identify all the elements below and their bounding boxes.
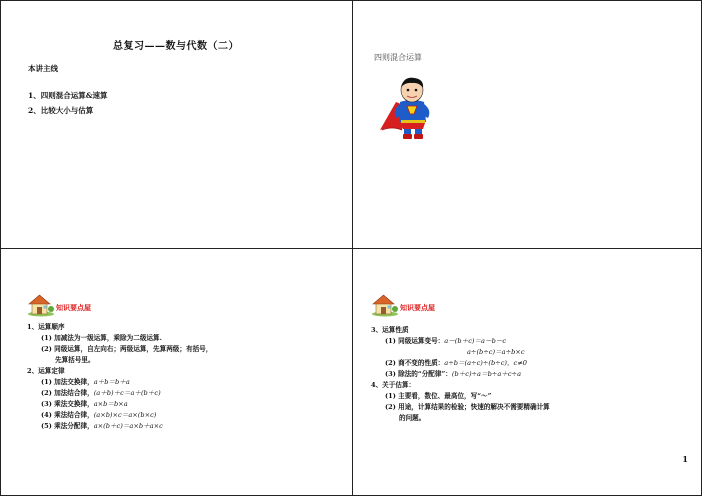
content-line [371, 391, 550, 402]
line-text: (4) 乘法结合律， [41, 411, 94, 419]
content-line [371, 413, 550, 424]
line-text: 1、运算顺序 [27, 323, 65, 331]
line-text: 4、关于估算： [371, 381, 416, 389]
formula: a×(b＋c)＝a×b＋a×c [93, 422, 163, 430]
content-line [371, 336, 550, 347]
topic-item: 1、四则混合运算&速算 [28, 91, 108, 100]
formula: (a＋b)＋c＝a＋(b＋c) [93, 389, 161, 397]
line-text: 3、运算性质 [371, 326, 409, 334]
line-text: (2) 加法结合律， [41, 389, 94, 397]
knowledge-badge [371, 293, 491, 317]
content-list [27, 322, 212, 432]
content-line [27, 344, 212, 355]
line-text: (1) 同级运算变号： [385, 337, 445, 345]
line-text: (2) 同级运算，自左向右；两级运算，先算两级；有括号， [41, 345, 213, 353]
formula: a÷(b÷c)＝a÷b×c [467, 348, 525, 356]
content-line [27, 366, 212, 377]
topic-list [28, 88, 108, 118]
line-text: (1) 加减法为一级运算，乘除为二级运算. [41, 334, 162, 342]
superhero-illustration [374, 76, 454, 140]
content-line [27, 388, 212, 399]
content-line [371, 402, 550, 413]
badge-label: 知识要点屋 [56, 304, 91, 312]
main-line-label: 本讲主线 [28, 64, 58, 73]
content-line [27, 355, 212, 366]
formula: a＋b＝b＋a [93, 378, 130, 386]
line-text: 2、运算定律 [27, 367, 65, 375]
content-line [27, 377, 212, 388]
content-line [371, 369, 550, 380]
content-line [371, 347, 550, 358]
line-text: 的问题。 [399, 414, 426, 422]
slide-3 [0, 249, 352, 496]
content-line [371, 380, 550, 391]
content-line [27, 333, 212, 344]
slide-1 [0, 0, 352, 248]
content-list [371, 325, 550, 424]
formula: (b＋c)÷a＝b÷a＋c÷a [451, 370, 521, 378]
house-icon [27, 293, 57, 317]
slide-4 [353, 249, 702, 496]
line-text: (1) 主要看，数位、最高位，写“～” [385, 392, 492, 400]
line-text: (1) 加法交换律， [41, 378, 94, 386]
content-line [27, 399, 212, 410]
formula: (a×b)×c＝a×(b×c) [93, 411, 157, 419]
content-line [27, 421, 212, 432]
topic-item: 2、比较大小与估算 [28, 106, 94, 115]
formula: a÷b＝(a÷c)÷(b÷c)，c≠0 [444, 359, 527, 367]
page-number: 1 [682, 454, 688, 464]
line-text: (3) 除法的“分配律”： [385, 370, 452, 378]
line-text: (3) 乘法交换律， [41, 400, 94, 408]
slide-2 [353, 0, 702, 248]
content-line [371, 358, 550, 369]
house-icon [371, 293, 401, 317]
knowledge-badge [27, 293, 147, 317]
content-line [371, 325, 550, 336]
content-line [27, 410, 212, 421]
content-line [27, 322, 212, 333]
formula: a－(b＋c)＝a－b－c [444, 337, 507, 345]
line-text: 先算括号里。 [55, 356, 95, 364]
badge-label: 知识要点屋 [400, 304, 435, 312]
formula: a×b＝b×a [93, 400, 128, 408]
slide-title: 总复习——数与代数（二） [113, 41, 239, 52]
line-text: (5) 乘法分配律， [41, 422, 94, 430]
line-text: (2) 商不变的性质： [385, 359, 445, 367]
line-text: (2) 用途，计算结果的检验；快速的解决不需要精确计算 [385, 403, 550, 411]
slide-title: 四则混合运算 [374, 53, 422, 62]
